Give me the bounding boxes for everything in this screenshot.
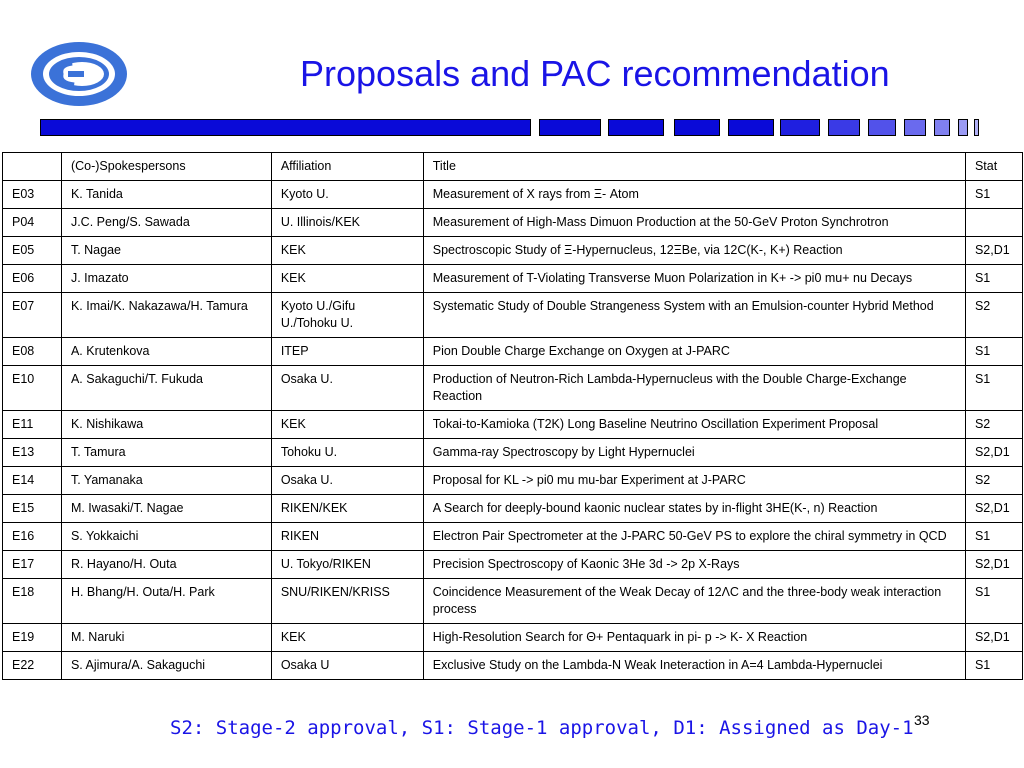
table-row (3, 624, 1023, 652)
column-header-title: Title (423, 153, 965, 181)
table-row (3, 551, 1023, 579)
table-row (3, 181, 1023, 209)
cell-title: Measurement of High-Mass Dimuon Production at the 50-GeV Proton Synchrotron (423, 209, 965, 237)
cell-id: P04 (3, 209, 62, 237)
cell-spokespersons: K. Nishikawa (61, 411, 271, 439)
cell-spokespersons: M. Iwasaki/T. Nagae (61, 495, 271, 523)
cell-title: Measurement of X rays from Ξ- Atom (423, 181, 965, 209)
cell-title: Gamma-ray Spectroscopy by Light Hypernuclei (423, 439, 965, 467)
table-row (3, 652, 1023, 680)
bar-segment (904, 119, 926, 136)
column-header-spokespersons: (Co-)Spokespersons (61, 153, 271, 181)
column-header-affiliation: Affiliation (271, 153, 423, 181)
cell-title: Production of Neutron-Rich Lambda-Hypernucleus with the Double Charge-Exchange Reaction (423, 366, 965, 411)
cell-affiliation: Kyoto U. (271, 181, 423, 209)
cell-stat: S2,D1 (965, 551, 1022, 579)
cell-stat: S2,D1 (965, 495, 1022, 523)
bar-segment (674, 119, 720, 136)
cell-stat: S1 (965, 338, 1022, 366)
cell-spokespersons: A. Krutenkova (61, 338, 271, 366)
cell-title: Pion Double Charge Exchange on Oxygen at J-PARC (423, 338, 965, 366)
cell-title: Precision Spectroscopy of Kaonic 3He 3d -> 2p X-Rays (423, 551, 965, 579)
cell-spokespersons: S. Yokkaichi (61, 523, 271, 551)
cell-affiliation: KEK (271, 265, 423, 293)
cell-spokespersons: T. Yamanaka (61, 467, 271, 495)
bar-segment (539, 119, 601, 136)
table-row (3, 439, 1023, 467)
cell-affiliation: RIKEN/KEK (271, 495, 423, 523)
bar-segment (974, 119, 979, 136)
bar-segment (828, 119, 860, 136)
cell-affiliation: RIKEN (271, 523, 423, 551)
cell-title: Systematic Study of Double Strangeness System with an Emulsion-counter Hybrid Method (423, 293, 965, 338)
cell-title: A Search for deeply-bound kaonic nuclear states by in-flight 3HE(K-, n) Reaction (423, 495, 965, 523)
table-row (3, 366, 1023, 411)
cell-title: Proposal for KL -> pi0 mu mu-bar Experiment at J-PARC (423, 467, 965, 495)
cell-title: Tokai-to-Kamioka (T2K) Long Baseline Neutrino Oscillation Experiment Proposal (423, 411, 965, 439)
cell-id: E08 (3, 338, 62, 366)
cell-stat: S2 (965, 467, 1022, 495)
cell-title: Electron Pair Spectrometer at the J-PARC 50-GeV PS to explore the chiral symmetry in QCD (423, 523, 965, 551)
proposals-table (2, 152, 1023, 680)
bar-segment (728, 119, 774, 136)
cell-affiliation: Kyoto U./Gifu U./Tohoku U. (271, 293, 423, 338)
table-row (3, 293, 1023, 338)
legend-note: S2: Stage-2 approval, S1: Stage-1 approval, D1: Assigned as Day-1 (170, 717, 914, 739)
cell-affiliation: Osaka U. (271, 366, 423, 411)
cell-stat: S2 (965, 293, 1022, 338)
cell-spokespersons: T. Nagae (61, 237, 271, 265)
cell-stat: S1 (965, 523, 1022, 551)
cell-stat: S1 (965, 265, 1022, 293)
cell-affiliation: Tohoku U. (271, 439, 423, 467)
cell-id: E16 (3, 523, 62, 551)
table-row (3, 237, 1023, 265)
cell-id: E18 (3, 579, 62, 624)
cell-spokespersons: M. Naruki (61, 624, 271, 652)
cell-id: E07 (3, 293, 62, 338)
cell-stat (965, 209, 1022, 237)
cell-stat: S1 (965, 366, 1022, 411)
cell-affiliation: KEK (271, 411, 423, 439)
bar-segment (608, 119, 664, 136)
slide-title: Proposals and PAC recommendation (300, 53, 890, 94)
bar-segment (868, 119, 896, 136)
table-row (3, 467, 1023, 495)
table-row (3, 411, 1023, 439)
table-row (3, 338, 1023, 366)
bar-segment (40, 119, 531, 136)
page-number: 33 (914, 712, 930, 728)
cell-id: E11 (3, 411, 62, 439)
cell-spokespersons: J. Imazato (61, 265, 271, 293)
cell-spokespersons: A. Sakaguchi/T. Fukuda (61, 366, 271, 411)
cell-affiliation: SNU/RIKEN/KRISS (271, 579, 423, 624)
table-header-row (3, 153, 1023, 181)
cell-stat: S1 (965, 181, 1022, 209)
cell-stat: S1 (965, 652, 1022, 680)
cell-stat: S2,D1 (965, 439, 1022, 467)
cell-affiliation: Osaka U (271, 652, 423, 680)
cell-spokespersons: K. Imai/K. Nakazawa/H. Tamura (61, 293, 271, 338)
cell-id: E22 (3, 652, 62, 680)
cell-id: E06 (3, 265, 62, 293)
kek-logo (28, 38, 130, 110)
table-row (3, 265, 1023, 293)
cell-spokespersons: K. Tanida (61, 181, 271, 209)
cell-stat: S2,D1 (965, 237, 1022, 265)
table-row (3, 209, 1023, 237)
cell-affiliation: U. Tokyo/RIKEN (271, 551, 423, 579)
cell-id: E13 (3, 439, 62, 467)
cell-affiliation: U. Illinois/KEK (271, 209, 423, 237)
table-row (3, 579, 1023, 624)
column-header-stat: Stat (965, 153, 1022, 181)
bar-segment (934, 119, 950, 136)
cell-id: E17 (3, 551, 62, 579)
cell-title: High-Resolution Search for Θ+ Pentaquark in pi- p -> K- X Reaction (423, 624, 965, 652)
cell-stat: S2,D1 (965, 624, 1022, 652)
column-header-id (3, 153, 62, 181)
cell-spokespersons: T. Tamura (61, 439, 271, 467)
cell-affiliation: KEK (271, 624, 423, 652)
decorative-bar (40, 119, 990, 136)
table-row (3, 523, 1023, 551)
cell-spokespersons: R. Hayano/H. Outa (61, 551, 271, 579)
cell-id: E15 (3, 495, 62, 523)
cell-affiliation: KEK (271, 237, 423, 265)
cell-stat: S2 (965, 411, 1022, 439)
bar-segment (958, 119, 968, 136)
cell-title: Exclusive Study on the Lambda-N Weak Ineteraction in A=4 Lambda-Hypernuclei (423, 652, 965, 680)
cell-id: E19 (3, 624, 62, 652)
cell-spokespersons: S. Ajimura/A. Sakaguchi (61, 652, 271, 680)
bar-segment (780, 119, 820, 136)
cell-title: Coincidence Measurement of the Weak Decay of 12ΛC and the three-body weak interaction process (423, 579, 965, 624)
cell-stat: S1 (965, 579, 1022, 624)
cell-id: E05 (3, 237, 62, 265)
cell-affiliation: ITEP (271, 338, 423, 366)
cell-id: E14 (3, 467, 62, 495)
table-row (3, 495, 1023, 523)
cell-affiliation: Osaka U. (271, 467, 423, 495)
cell-id: E10 (3, 366, 62, 411)
cell-title: Measurement of T-Violating Transverse Muon Polarization in K+ -> pi0 mu+ nu Decays (423, 265, 965, 293)
cell-spokespersons: H. Bhang/H. Outa/H. Park (61, 579, 271, 624)
cell-spokespersons: J.C. Peng/S. Sawada (61, 209, 271, 237)
cell-id: E03 (3, 181, 62, 209)
cell-title: Spectroscopic Study of Ξ-Hypernucleus, 12ΞBe, via 12C(K-, K+) Reaction (423, 237, 965, 265)
